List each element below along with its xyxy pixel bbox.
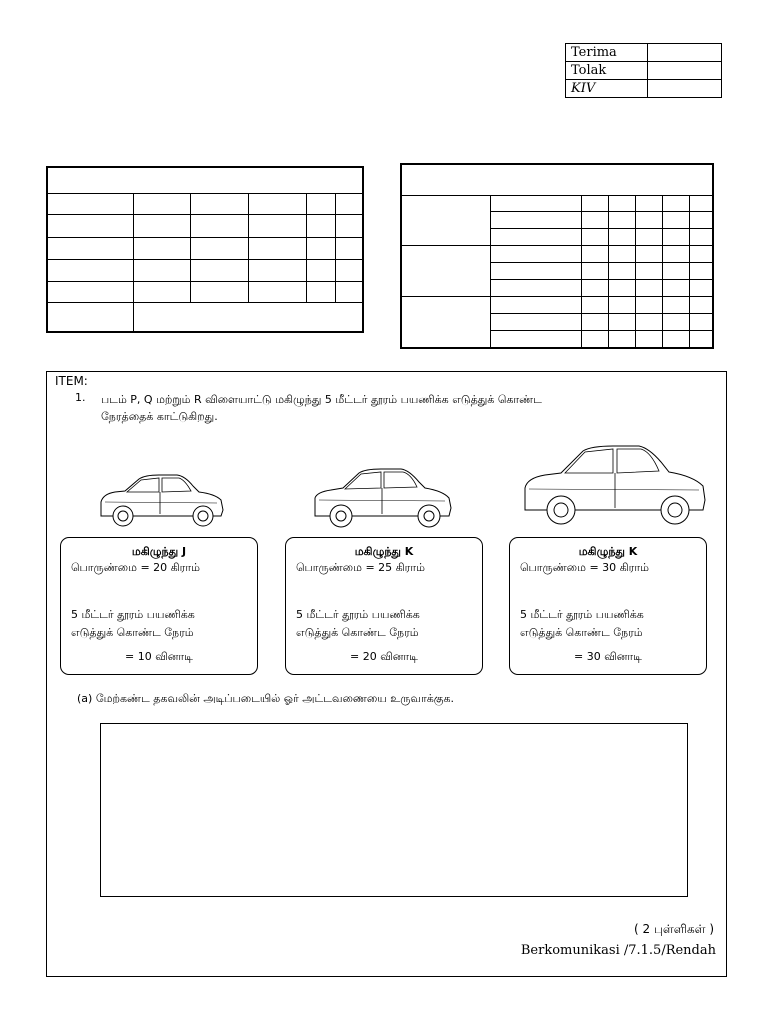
reject-cell[interactable] — [648, 62, 722, 80]
marks-label: ( 2 புள்ளிகள் ) — [634, 922, 714, 936]
card-desc-line2: எடுத்துக் கொண்ட நேரம் — [520, 626, 643, 639]
car-card-j — [60, 537, 258, 675]
card-time: = 30 வினாடி — [574, 650, 642, 663]
card-title: மகிழுந்து K — [578, 545, 638, 558]
car-k2-illustration — [521, 442, 711, 530]
status-table — [565, 43, 722, 98]
card-desc — [296, 606, 420, 642]
card-time: = 20 வினாடி — [350, 650, 418, 663]
card-desc-line1: 5 மீட்டர் தூரம் பயணிக்க — [71, 608, 195, 621]
kiv-label: KIV — [566, 80, 648, 98]
card-desc-line2: எடுத்துக் கொண்ட நேரம் — [71, 626, 194, 639]
question-text — [101, 391, 701, 425]
skill-code: Berkomunikasi /7.1.5/Rendah — [520, 943, 716, 958]
question-line-2: நேரத்தைக் காட்டுகிறது. — [101, 410, 218, 423]
car-j-illustration — [97, 472, 227, 530]
info-grid — [46, 166, 364, 333]
sub-question-a: (a) மேற்கண்ட தகவலின் அடிப்படையில் ஓர் அட்டவணையை உருவாக்குக. — [77, 692, 454, 705]
car-card-k — [285, 537, 483, 675]
card-title: மகிழுந்து K — [354, 545, 414, 558]
card-mass: பொருண்மை = 30 கிராம் — [520, 561, 649, 574]
question-number: 1. — [75, 391, 86, 404]
car-card-k2 — [509, 537, 707, 675]
reject-label: Tolak — [566, 62, 648, 80]
card-time: = 10 வினாடி — [125, 650, 193, 663]
card-mass: பொருண்மை = 25 கிராம் — [296, 561, 425, 574]
card-desc-line1: 5 மீட்டர் தூரம் பயணிக்க — [520, 608, 644, 621]
card-desc-line2: எடுத்துக் கொண்ட நேரம் — [296, 626, 419, 639]
accept-cell[interactable] — [648, 44, 722, 62]
card-title: மகிழுந்து J — [131, 545, 187, 558]
question-line-1: படம் P, Q மற்றும் R விளையாட்டு மகிழுந்து 5 மீட்டர் தூரம் பயணிக்க எடுத்துக் கொண்ட — [101, 393, 542, 406]
card-desc — [520, 606, 644, 642]
card-desc-line1: 5 மீட்டர் தூரம் பயணிக்க — [296, 608, 420, 621]
answer-box[interactable] — [100, 723, 688, 897]
kiv-cell[interactable] — [648, 80, 722, 98]
accept-label: Terima — [566, 44, 648, 62]
scoring-grid — [400, 163, 714, 349]
card-mass: பொருண்மை = 20 கிராம் — [71, 561, 200, 574]
card-desc — [71, 606, 195, 642]
car-k-illustration — [311, 466, 457, 530]
item-section — [46, 371, 727, 977]
item-label: ITEM: — [55, 374, 88, 388]
